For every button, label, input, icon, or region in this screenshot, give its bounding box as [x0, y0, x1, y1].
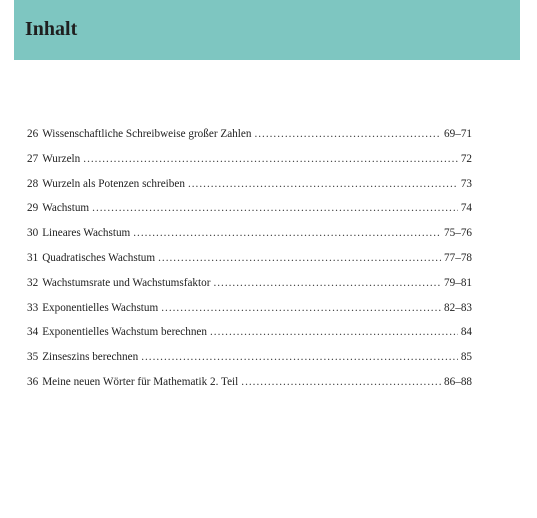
toc-entry-title: Wachstumsrate und Wachstumsfaktor: [42, 276, 211, 289]
table-of-contents: [27, 128, 472, 401]
toc-entry-number: 29: [27, 202, 39, 215]
header-bar: [14, 0, 520, 60]
toc-entry-title: Wurzeln als Potenzen schreiben: [42, 177, 185, 190]
toc-entry-number: 34: [27, 326, 39, 339]
toc-entry-pages: 74: [460, 202, 472, 215]
dot-leader: [133, 227, 441, 239]
toc-entry-number: 36: [27, 375, 39, 388]
toc-entry-number: 27: [27, 152, 39, 165]
toc-entry-pages: 85: [460, 351, 472, 364]
toc-entry[interactable]: [27, 128, 472, 153]
toc-entry-number: 31: [27, 251, 39, 264]
toc-entry-title: Zinseszins berechnen: [42, 351, 139, 364]
toc-entry-pages: 72: [460, 152, 472, 165]
dot-leader: [92, 202, 458, 214]
dot-leader: [158, 252, 441, 264]
toc-entry-number: 33: [27, 301, 39, 314]
dot-leader: [83, 153, 458, 165]
toc-entry[interactable]: [27, 227, 472, 252]
dot-leader: [188, 178, 458, 190]
toc-entry-pages: 77–78: [444, 251, 472, 264]
toc-entry-number: 28: [27, 177, 39, 190]
toc-entry[interactable]: [27, 277, 472, 302]
dot-leader: [210, 326, 458, 338]
toc-entry-pages: 84: [460, 326, 472, 339]
dot-leader: [241, 376, 441, 388]
toc-entry-title: Exponentielles Wachstum: [42, 301, 159, 314]
page-title: Inhalt: [25, 18, 78, 40]
toc-entry[interactable]: [27, 153, 472, 178]
toc-entry[interactable]: [27, 351, 472, 376]
toc-entry[interactable]: [27, 252, 472, 277]
toc-entry-title: Meine neuen Wörter für Mathematik 2. Teil: [42, 375, 239, 388]
toc-entry-number: 30: [27, 227, 39, 240]
dot-leader: [213, 277, 441, 289]
toc-entry[interactable]: [27, 202, 472, 227]
toc-entry-pages: 86–88: [444, 375, 472, 388]
toc-entry-title: Lineares Wachstum: [42, 227, 131, 240]
toc-entry-number: 35: [27, 351, 39, 364]
dot-leader: [141, 351, 458, 363]
toc-entry[interactable]: [27, 302, 472, 327]
toc-entry-title: Quadratisches Wachstum: [42, 251, 156, 264]
toc-entry[interactable]: [27, 376, 472, 401]
toc-entry-pages: 75–76: [444, 227, 472, 240]
toc-entry[interactable]: [27, 326, 472, 351]
toc-entry-title: Exponentielles Wachstum berechnen: [42, 326, 207, 339]
toc-entry-title: Wurzeln: [42, 152, 81, 165]
toc-entry-number: 32: [27, 276, 39, 289]
toc-entry-pages: 69–71: [444, 128, 472, 140]
toc-entry-title: Wissenschaftliche Schreibweise großer Zahlen: [42, 128, 252, 140]
toc-entry-pages: 73: [460, 177, 472, 190]
toc-entry[interactable]: [27, 178, 472, 203]
dot-leader: [161, 302, 441, 314]
toc-entry-pages: 79–81: [444, 276, 472, 289]
toc-entry-number: 26: [27, 128, 39, 140]
toc-entry-pages: 82–83: [444, 301, 472, 314]
dot-leader: [254, 128, 441, 140]
toc-entry-title: Wachstum: [42, 202, 90, 215]
